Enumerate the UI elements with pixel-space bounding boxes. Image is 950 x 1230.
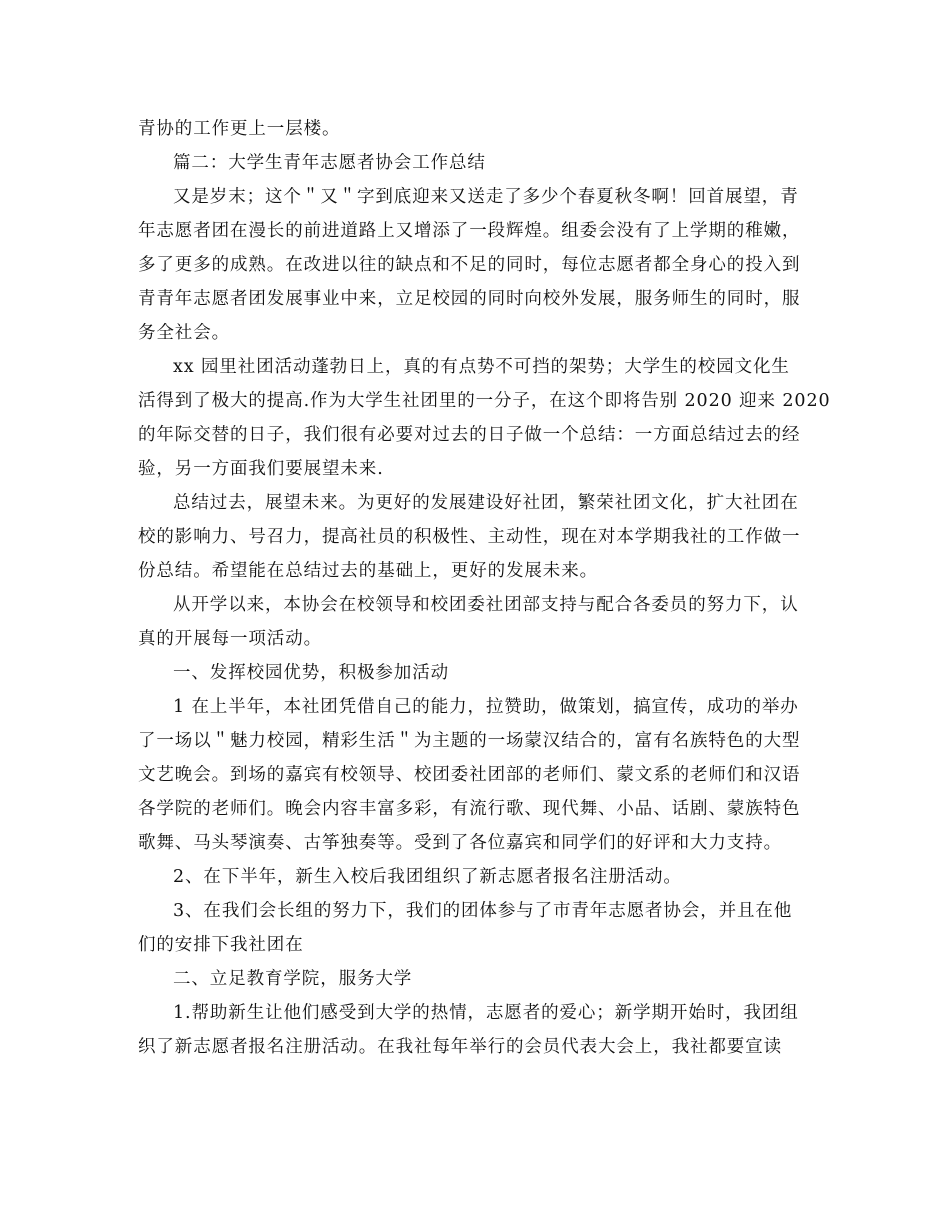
section-heading: 一、发挥校园优势，积极参加活动 (173, 663, 449, 683)
paragraph-line: 1.帮助新生让他们感受到大学的热情，志愿者的爱心；新学期开始时，我团组 (173, 1003, 799, 1023)
section-heading: 篇二：大学生青年志愿者协会工作总结 (173, 153, 486, 173)
paragraph-line: 1 在上半年，本社团凭借自己的能力，拉赞助，做策划，搞宣传，成功的举办 (173, 697, 799, 717)
paragraph-line: 3、在我们会长组的努力下，我们的团体参与了市青年志愿者协会，并且在他 (173, 901, 793, 921)
paragraph-line: 歌舞、马头琴演奏、古筝独奏等。受到了各位嘉宾和同学们的好评和大力支持。 (138, 833, 782, 853)
paragraph-line: 又是岁末；这个＂又＂字到底迎来又送走了多少个春夏秋冬啊！回首展望，青 (173, 187, 799, 207)
paragraph-line: 文艺晚会。到场的嘉宾有校领导、校团委社团部的老师们、蒙文系的老师们和汉语 (138, 765, 801, 785)
paragraph-line: 了一场以＂魅力校园，精彩生活＂为主题的一场蒙汉结合的，富有名族特色的大型 (138, 731, 801, 751)
paragraph-line: 份总结。希望能在总结过去的基础上，更好的发展未来。 (138, 561, 598, 581)
section-heading: 二、立足教育学院，服务大学 (173, 969, 413, 989)
paragraph-line: 校的影响力、号召力，提高社员的积极性、主动性，现在对本学期我社的工作做一 (138, 527, 801, 547)
paragraph-line: 真的开展每一项活动。 (138, 629, 322, 649)
paragraph-line: 的年际交替的日子，我们很有必要对过去的日子做一个总结：一方面总结过去的经 (138, 425, 801, 445)
paragraph-line: 青青年志愿者团发展事业中来，立足校园的同时向校外发展，服务师生的同时，服 (138, 289, 801, 309)
paragraph-line: xx 园里社团活动蓬勃日上，真的有点势不可挡的架势；大学生的校园文化生 (173, 357, 790, 377)
paragraph-line: 务全社会。 (138, 323, 230, 343)
paragraph-line: 多了更多的成熟。在改进以往的缺点和不足的同时，每位志愿者都全身心的投入到 (138, 255, 801, 275)
paragraph-line: 各学院的老师们。晚会内容丰富多彩，有流行歌、现代舞、小品、话剧、蒙族特色 (138, 799, 801, 819)
paragraph-line: 们的安排下我社团在 (138, 935, 304, 955)
paragraph-line: 青协的工作更上一层楼。 (138, 119, 341, 139)
paragraph-line: 从开学以来，本协会在校领导和校团委社团部支持与配合各委员的努力下，认 (173, 595, 799, 615)
paragraph-line: 织了新志愿者报名注册活动。在我社每年举行的会员代表大会上，我社都要宣读 (138, 1037, 782, 1057)
paragraph-line: 2、在下半年，新生入校后我团组织了新志愿者报名注册活动。 (173, 867, 682, 887)
paragraph-line: 活得到了极大的提高.作为大学生社团里的一分子，在这个即将告别 2020 迎来 2020 (138, 391, 831, 411)
document-body (138, 112, 831, 1064)
paragraph-line: 年志愿者团在漫长的前进道路上又增添了一段辉煌。组委会没有了上学期的稚嫩， (138, 221, 801, 241)
paragraph-line: 验，另一方面我们要展望未来. (138, 459, 384, 479)
paragraph-line: 总结过去，展望未来。为更好的发展建设好社团，繁荣社团文化，扩大社团在 (173, 493, 799, 513)
